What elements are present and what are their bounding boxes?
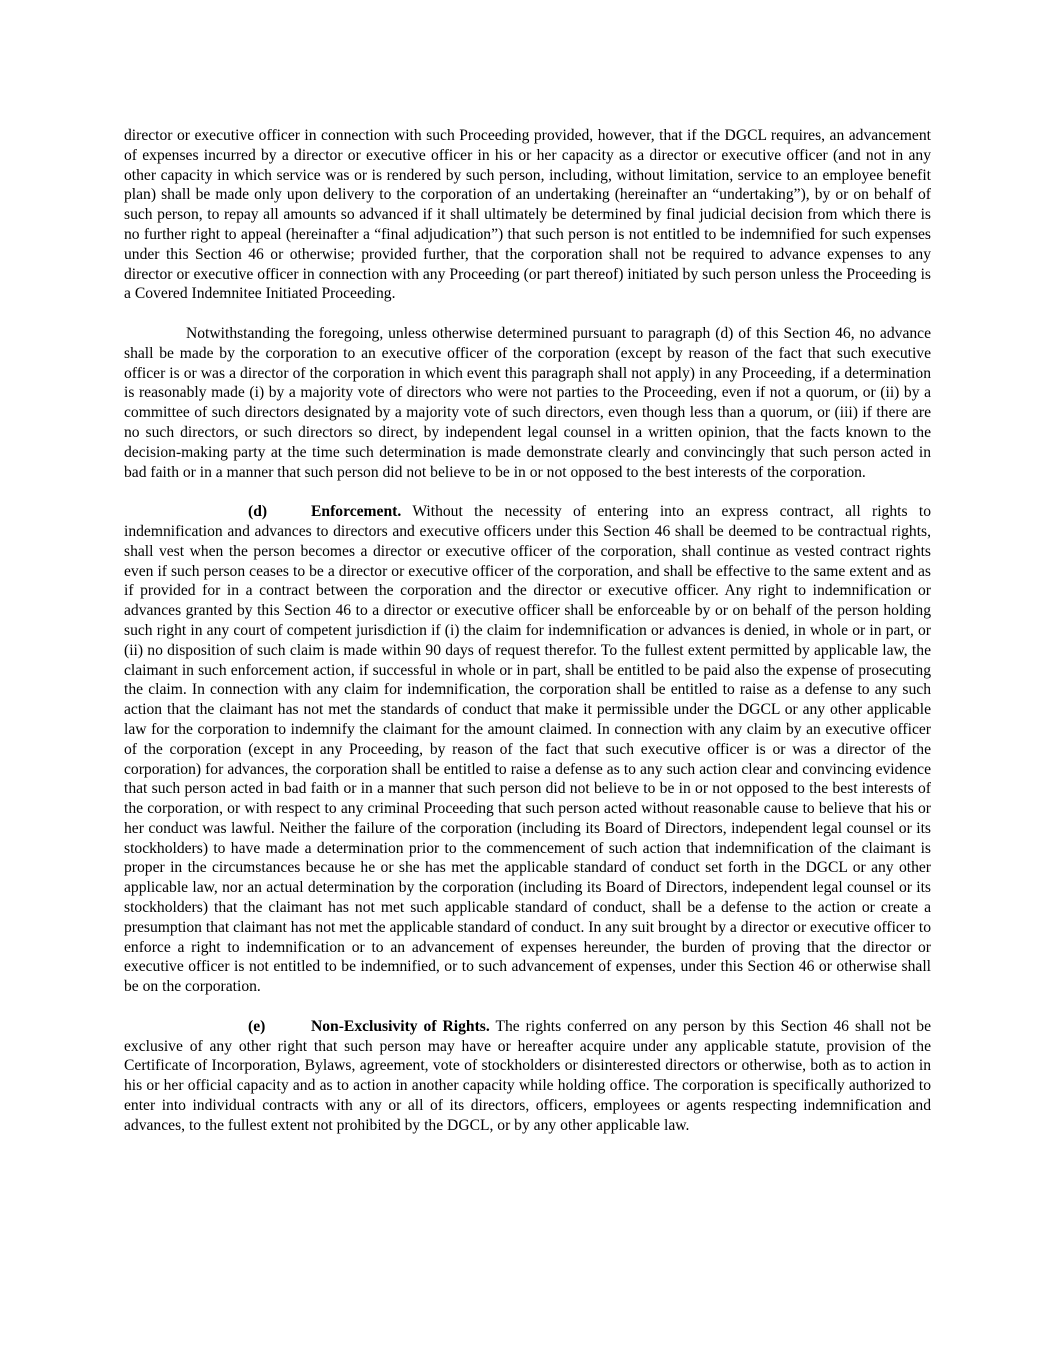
section-d-heading: Enforcement. [311, 503, 402, 521]
section-e-body: The rights conferred on any person by this Section 46 shall not be exclusive of any other right that such person may have or hereafter acquire under any applicable statute, provision of the Certificate of Incorporation, Bylaws, agreement, vote of stockholders or disinterested directors or otherwise, both as to action in his or her official capacity and as to action in another capacity while holding office. The corporation is specifically authorized to enter into individual contracts with any or all of its directors, officers, employees or agents respecting indemnification and advances, to the fullest extent not prohibited by the DGCL, or by any other applicable law. [124, 1017, 931, 1134]
paragraph-continuation: director or executive officer in connection with such Proceeding provided, however, that if the DGCL requires, an advancement of expenses incurred by a director or executive officer in his or her capacity as a director or executive officer (and not in any other capacity in which service was or is rendered by such person, including, without limitation, service to an employee benefit plan) shall be made only upon delivery to the corporation of an undertaking (hereinafter an “undertaking”), by or on behalf of such person, to repay all amounts so advanced if it shall ultimately be determined by final judicial decision from which there is no further right to appeal (hereinafter a “final adjudication”) that such person is not entitled to be indemnified for such expenses under this Section 46 or otherwise; provided further, that the corporation shall not be required to advance expenses to any director or executive officer in connection with any Proceeding (or part thereof) initiated by such person unless the Proceeding is a Covered Indemnitee Initiated Proceeding. [124, 127, 931, 303]
section-d-enforcement [124, 502, 931, 997]
paragraph-notwithstanding: Notwithstanding the foregoing, unless otherwise determined pursuant to paragraph (d) of this Section 46, no advance shall be made by the corporation to an executive officer of the corporation (except by reason of the fact that such executive officer is or was a director of the corporation in which event this paragraph shall not apply) in any Proceeding, if a determination is reasonably made (i) by a majority vote of directors who were not parties to the Proceeding, even if not a quorum, or (ii) by a committee of such directors designated by a majority vote of such directors, even though less than a quorum, or (iii) if there are no such directors, or such directors so direct, by independent legal counsel in a written opinion, that the facts known to the decision-making party at the time such determination is made demonstrate clearly and convincingly that such person acted in bad faith or in a manner that such person did not believe to be in or not opposed to the best interests of the corporation. [124, 324, 931, 481]
section-e-number: (e) [248, 1017, 266, 1035]
section-e-non-exclusivity [124, 1017, 931, 1136]
document-page [124, 126, 931, 1155]
section-e-heading: Non-Exclusivity of Rights. [311, 1017, 490, 1035]
section-d-number: (d) [248, 503, 268, 521]
section-d-body: Without the necessity of entering into an express contract, all rights to indemnification and advances to directors and executive officers under this Section 46 shall be deemed to be contractual rights, shall vest when the person becomes a director or executive officer of the corporation, shall continue as vested contract rights even if such person ceases to be a director or executive officer of the corporation, and shall be effective to the same extent and as if provided for in a contract between the corporation and the director or executive officer. Any right to indemnification or advances granted by this Section 46 to a director or executive officer shall be enforceable by or on behalf of the person holding such right in any court of competent jurisdiction if (i) the claim for indemnification or advances is denied, in whole or in part, or (ii) no disposition of such claim is made within 90 days of request therefor. To the fullest extent permitted by applicable law, the claimant in such enforcement action, if successful in whole or in part, shall be entitled to be paid also the expense of prosecuting the claim. In connection with any claim for indemnification, the corporation shall be entitled to raise as a defense to any such action that the claimant has not met the standards of conduct that make it permissible under the DGCL or any other applicable law for the corporation to indemnify the claimant for the amount claimed. In connection with any claim by an executive officer of the corporation (except in any Proceeding, by reason of the fact that such executive officer is or was a director of the corporation) for advances, the corporation shall be entitled to raise a defense as to any such action clear and convincing evidence that such person acted in bad faith or in a manner that such person did not believe to be in or not opposed to the best interests of the corporation, or with respect to any criminal Proceeding that such person acted without reasonable cause to believe that his or her conduct was lawful. Neither the failure of the corporation (including its Board of Directors, independent legal counsel or its stockholders) to have made a determination prior to the commencement of such action that indemnification of the claimant is proper in the circumstances because he or she has met the applicable standard of conduct set forth in the DGCL or any other applicable law, nor an actual determination by the corporation (including its Board of Directors, independent legal counsel or its stockholders) that the claimant has not met such applicable standard of conduct, shall be a defense to the action or create a presumption that claimant has not met the applicable standard of conduct. In any suit brought by a director or executive officer to enforce a right to indemnification or to an advancement of expenses hereunder, the burden of proving that the director or executive officer is not entitled to be indemnified, or to such advancement of expenses, under this Section 46 or otherwise shall be on the corporation. [124, 503, 932, 996]
